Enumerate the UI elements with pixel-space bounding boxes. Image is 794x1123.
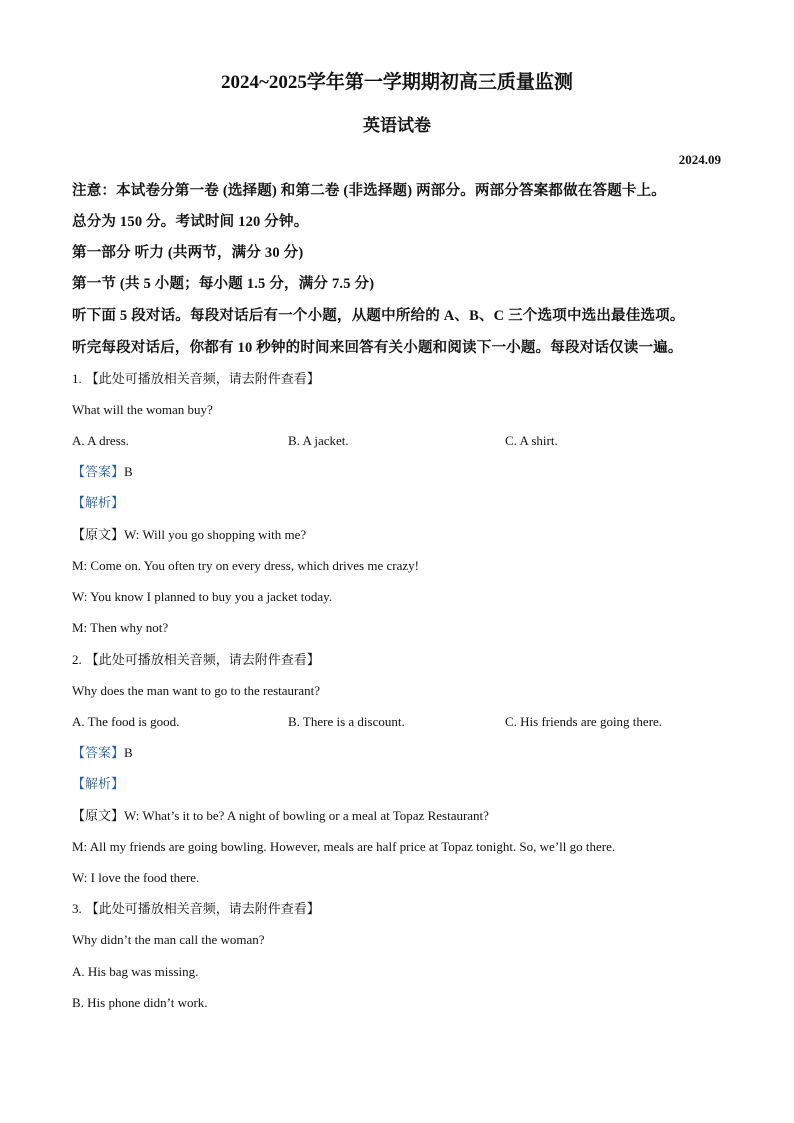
exam-date: 2024.09 bbox=[678, 152, 721, 167]
question-1-audio-line bbox=[72, 371, 320, 387]
transcript-line: M: Then why not? bbox=[72, 620, 169, 635]
note-line-1: 注意：本试卷分第一卷 (选择题) 和第二卷 (非选择题) 两部分。两部分答案都做在答题卡上。 bbox=[72, 183, 667, 199]
note-line-2: 总分为 150 分。考试时间 120 分钟。 bbox=[72, 214, 309, 230]
audio-note: 【此处可播放相关音频，请去附件查看】 bbox=[85, 901, 320, 916]
answer-value: B bbox=[124, 464, 133, 479]
answer-value: B bbox=[124, 745, 133, 760]
audio-note: 【此处可播放相关音频，请去附件查看】 bbox=[85, 371, 320, 386]
question-2-text: Why does the man want to go to the restaurant? bbox=[72, 683, 321, 698]
section-heading: 第一节 (共 5 小题；每小题 1.5 分，满分 7.5 分) bbox=[72, 276, 375, 292]
question-2-option-a: A. The food is good. bbox=[72, 714, 180, 729]
exam-title: 2024~2025学年第一学期期初高三质量监测 bbox=[221, 72, 573, 93]
answer-label: 【答案】 bbox=[72, 745, 125, 760]
question-number: 2. bbox=[72, 652, 82, 667]
question-3-audio-line bbox=[72, 901, 320, 917]
exam-subtitle: 英语试卷 bbox=[363, 116, 431, 135]
question-2-option-c: C. His friends are going there. bbox=[505, 714, 663, 729]
question-3-text: Why didn’t the man call the woman? bbox=[72, 932, 265, 947]
original-label: 【原文】 bbox=[72, 527, 125, 542]
question-2-audio-line bbox=[72, 652, 320, 668]
question-1-option-c: C. A shirt. bbox=[505, 433, 558, 448]
question-number: 1. bbox=[72, 371, 82, 386]
question-1-text: What will the woman buy? bbox=[72, 402, 213, 417]
answer-label: 【答案】 bbox=[72, 464, 125, 479]
question-1-option-b: B. A jacket. bbox=[288, 433, 349, 448]
analysis-label: 【解析】 bbox=[72, 776, 125, 791]
question-1-analysis bbox=[72, 495, 124, 511]
transcript-line: M: Come on. You often try on every dress, which drives me crazy! bbox=[72, 558, 419, 573]
transcript-line: W: You know I planned to buy you a jacket today. bbox=[72, 589, 333, 604]
transcript-line: W: Will you go shopping with me? bbox=[124, 527, 307, 542]
question-number: 3. bbox=[72, 901, 82, 916]
original-label: 【原文】 bbox=[72, 808, 125, 823]
analysis-label: 【解析】 bbox=[72, 495, 125, 510]
transcript-line: W: I love the food there. bbox=[72, 870, 200, 885]
transcript-line: M: All my friends are going bowling. However, meals are half price at Topaz tonight. So, we’ll go there. bbox=[72, 839, 616, 854]
question-3-option-a: A. His bag was missing. bbox=[72, 964, 199, 979]
question-1-option-a: A. A dress. bbox=[72, 433, 130, 448]
question-2-answer bbox=[72, 745, 133, 761]
part-heading: 第一部分 听力 (共两节，满分 30 分) bbox=[72, 245, 304, 261]
question-1-original bbox=[72, 527, 306, 543]
directions-line-1: 听下面 5 段对话。每段对话后有一个小题，从题中所给的 A、B、C 三个选项中选出最佳选项。 bbox=[72, 308, 685, 324]
directions-line-2: 听完每段对话后，你都有 10 秒钟的时间来回答有关小题和阅读下一小题。每段对话仅读一遍。 bbox=[72, 340, 683, 356]
question-2-option-b: B. There is a discount. bbox=[288, 714, 405, 729]
question-3-option-b: B. His phone didn’t work. bbox=[72, 995, 208, 1010]
transcript-line: W: What’s it to be? A night of bowling or a meal at Topaz Restaurant? bbox=[124, 808, 489, 823]
question-1-answer bbox=[72, 464, 133, 480]
question-2-original bbox=[72, 808, 489, 824]
question-2-analysis bbox=[72, 776, 124, 792]
audio-note: 【此处可播放相关音频，请去附件查看】 bbox=[85, 652, 320, 667]
